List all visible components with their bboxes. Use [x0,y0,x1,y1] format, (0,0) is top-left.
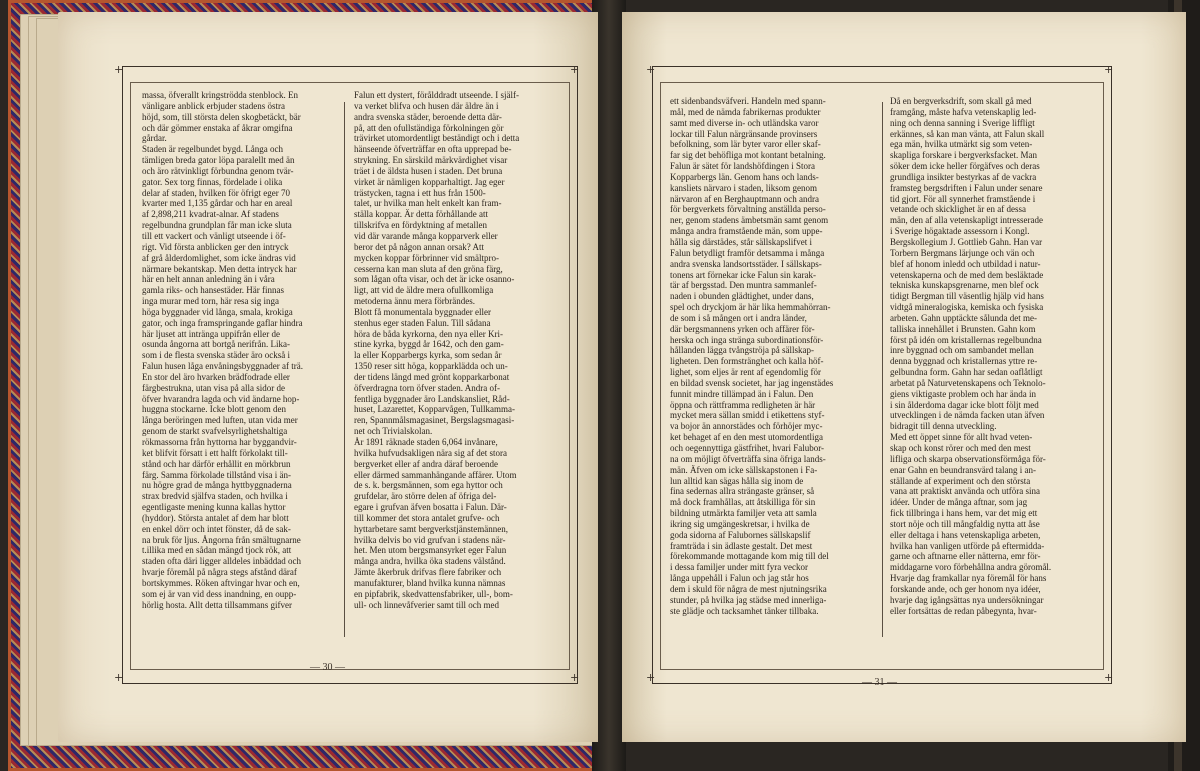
column-divider [882,102,883,637]
corner-ornament: + [570,671,580,684]
corner-ornament: + [114,671,124,684]
page-number: — 30 — [310,662,345,673]
page-number: — 31 — [862,677,897,688]
right-page [622,12,1186,742]
corner-ornament: + [646,671,656,684]
corner-ornament: + [114,63,124,76]
text-column-1: massa, öfverallt kringströdda stenblock. En vänligare anblick erbjuder stadens östra höjd, som, till största delen skogbetäckt, bär och där gömmer enstaka af åkrar omgifna gårdar. Staden är regelbundet bygd. Långa och tämligen breda gator löpa paralellt med än och äro rätvinkligt förbundna genom tvär- gator. Sex torg finnas, fördelade i olika delar af staden, hvilken för öfrigt eger 70 kvarter med 1,135 gårdar och har en areal af 2,898,211 kvadrat-alnar. Af stadens regelbundna grundplan får man icke sluta till ett vackert och vänligt utseende i öf- rigt. Vid första anblicken ger den intryck af grå ålderdomlighet, som icke ändras vid närmare bekantskap. Men detta intryck har här en helt annan anledning än i våra gamla riks- och hansestäder. Här finnas inga murar med torn, här resa sig inga höga byggnader vid långa, smala, krokiga gator, och inga framspringande gaflar hindra här ljuset att intränga uppifrån eller de osunda ångorna att bortgå nerifrån. Lika- som i de flesta svenska städer äro också i Falun husen låga envåningsbyggnader af trä. En stor del äro hvarken brädfodrade eller färgbestrukna, utan visa på alla sidor de öfver hvarandra lagda och vid ändarne hop- huggna stockarne. Icke blott genom den långa beröringen med luften, utan vida mer genom de starkt svafvelsyrlighetshaltiga rökmassorna från hyttorna har byggandvir- ket blifvit försatt i ett halft förkolakt till- stånd och har därför erhållit en mörkbrun färg. Samma förkolade tillstånd visa i än- nu högre grad de många hyttbyggnaderna strax bredvid själfva staden, och hvilka i egentligaste mening kunna kallas hyttor (hyddor). Största antalet af dem har blott en enkel dörr och intet fönster, då de sak- na bruk för ljus. Ångorna från smältugnarne t.illika med en sådan mängd tjock rök, att staden ofta däri ligger alldeles inbäddad och hvarje föremål på några stegs afstånd däraf bortskymmes. Röken aftvingar hvar och en, som ej är van vid dess inandning, en oupp- hörlig hosta. Allt detta tillsammans gifver [142,90,303,610]
left-page [58,12,598,742]
column-divider [344,102,345,637]
corner-ornament: + [646,63,656,76]
corner-ornament: + [1104,671,1114,684]
text-column-2: Då en bergverksdrift, som skall gå med framgång, måste hafva vetenskaplig led- ning och denna sanning i Sverige liffligt erkännes, så kan man vänta, att Falun skall ega män, hvilka utmärkt sig som veten- skapliga forskare i bergverksfacket. Man söker dem icke heller förgäfves och deras grundliga insikter bestyrkas af de vackra framsteg bergsdriften i Falun under senare tid gjort. För all synnerhet framstående i vetande och skicklighet är en af dessa män, den af alla vetenskapligt intresserade i Sverige högaktade assessorn i Kongl. Bergskollegium J. Gottlieb Gahn. Han var Torbern Bergmans lärjunge och vän och blef af honom inledd och utbildad i natur- vetenskaperna och de med dem besläktade tekniska kunskapsgrenarne, men blef ock tidigt Bergman till väsentlig hjälp vid hans vidtgå mineralogiska, kemiska och fysiska arbeten. Gahn upptäckte sålunda det me- talliska innehållet i Brunsten. Gahn kom först på idén om kristallernas regelbundna inre byggnad och om sambandet mellan denna byggnad och kristallernas yttre re- gelbundna form. Gahn har sedan oaflåtligt arbetat på Naturvetenskapens och Teknolo- giens viktigaste problem och har ända in i sin ålderdoma dagar icke blott följt med utvecklingen i de nämda facken utan äfven bidragit till denna utveckling. Med ett öppet sinne för allt hvad veten- skap och konst rörer och med den mest lifliga och skarpa observationsförmåga för- enar Gahn en beundransvärd talang i an- ställande af experiment och den största vana att praktiskt använda och utföra sina idéer. Under de många aftnar, som jag fick tillbringa i hans hem, var det mig ett stort nöje och till mångfaldig nytta att åse eller deltaga i hans vetenskapliga arbeten, hvilka han vanligen utförde på eftermidda- garne och aftnarne eller nätterna, emr för- middagarne voro förbehållna andra göromål. Hvarje dag framkallar nya föremål för hans forskande ande, och ger honom nya idéer, hvarje dag igångsättas nya undersökningar eller fortsättas de redan påbegynta, hvar- [890,96,1052,616]
corner-ornament: + [570,63,580,76]
text-column-1: ett sidenbandsväfveri. Handeln med spann- mål, med de nämda fabrikernas produkter samt med diverse in- och utländska varor lockar till Falun närgränsande provinsers befolkning, som lär byter varor eller skaf- far sig det behöfliga mot kontant betalning. Falun är sätet för landshöfdingen i Stora Kopparbergs län. Genom hans och lands- kansliets närvaro i staden, liksom genom närvaron af en Berghauptmann och andra för bergverkets förvaltning anställda perso- ner, genom stadens ämbetsmän samt genom många andra framstående män, som uppe- hålla sig därstädes, står sällskapslifvet i Falun betydligt framför detsamma i många andra svenska landsortsstäder. I sällskaps- tonens art förnekar icke Falun sin karak- tär af bergsstad. Den muntra sammanlef- naden i obunden glädtighet, under dans, spel och dryckjom är här lika hemmahörran- de som i så mången ort i andra länder, där bergsmannens yrken och affärer för- herska och inga stränga subordinationsför- hållanden lägga tvångströja på sällskap- ligheten. Den formstränghet och kalla höf- lighet, som eljes är rent af egendomlig för en bildad svensk societet, har jag ingenstädes funnit mindre tillämpad än i Falun. Den öppna och rättframma redligheten är här mycket mera sällan smidd i etikettens styf- va bojor än annorstädes och förhöjer myc- ket behaget af en den mest utomordentliga och oegennyttiga gästfrihet, hvari Falubor- na om möjligt öfverträffa sina öfriga lands- män. Äfven om icke sällskapstonen i Fa- lun alltid kan sägas hålla sig inom de fina sedernas allra strängaste gränser, så må dock framhållas, att åtskilliga för sin bildning utmärkta familjer veta att samla ikring sig umgängeskretsar, i hvilka de goda sidorna af Falubornes sällskapslif framträda i sin ädlaste gestalt. Det mest förekommande mottagande kom mig till del i dessa familjer under mitt fyra veckor långa uppehåll i Falun och jag står hos dem i skuld för några de mest njutningsrika stunder, på hvilka jag städse med innerliga- ste glädje och tacksamhet tänker tillbaka. [670,96,834,616]
corner-ornament: + [1104,63,1114,76]
text-column-2: Falun ett dystert, förålddradt utseende. I själf- va verket blifva och husen där äldre än i andra svenska städer, beroende detta där- på, att den ofullständiga förkolningen gör trävirket utomordentligt beständigt och i detta hänseende öfverträffar en ofta upprepad be- strykning. En särskild märkvärdighet visar träet i de äldsta husen i staden. Det bruna virket är nämligen kopparhaltigt. Jag eger trästycken, tagna i ett hus från 1500- talet, ur hvilka man helt enkelt kan fram- ställa koppar. Är detta förhållande att tillskrifva en fördyktning af metallen vid där varande många kopparverk eller beror det på någon annan orsak? Att mycken koppar förbrinner vid smältpro- cesserna kan man sluta af den gröna färg, som lågan ofta visar, och det är icke osanno- ligt, att vid de äldre mera ofullkomliga metoderna ännu mera förbrändes. Blott få monumentala byggnader eller stenhus eger staden Falun. Till sådana höra de båda kyrkorna, den nya eller Kri- stine kyrka, byggd år 1642, och den gam- la eller Kopparbergs kyrka, som sedan år 1350 reser sitt höga, kopparklädda och un- der tidens längd med grönt kopparkarbonat öfverdragna torn öfver staden. Andra of- fentliga byggnader äro Landskansliet, Råd- huset, Lazarettet, Kopparvågen, Tullkamma- ren, Spannmålsmagasinet, Bergslagsmagasi- net och Trivialskolan. År 1891 räknade staden 6,064 invånare, hvilka hufvudsakligen nära sig af det stora bergverket eller af andra däraf beroende eller därmed sammanhängande affärer. Utom de s. k. bergsmännen, som ega hyttor och grufdelar, äro större delen af öfriga del- egare i grufvan äfven bosatta i Falun. Där- till kommer det stora antalet grufve- och hyttarbetare samt bergverkstjänstemännen, hvilka delvis bo vid grufvan i stadens när- het. Men utom bergsmansyrket eger Falun många andra, hvilka öka stadens välstånd. Jämte åkerbruk drifvas flere fabriker och manufakturer, bland hvilka kunna nämnas en pipfabrik, skedvattensfabriker, ull-, bom- ull- och linnevåfverier samt till och med [354,90,520,610]
